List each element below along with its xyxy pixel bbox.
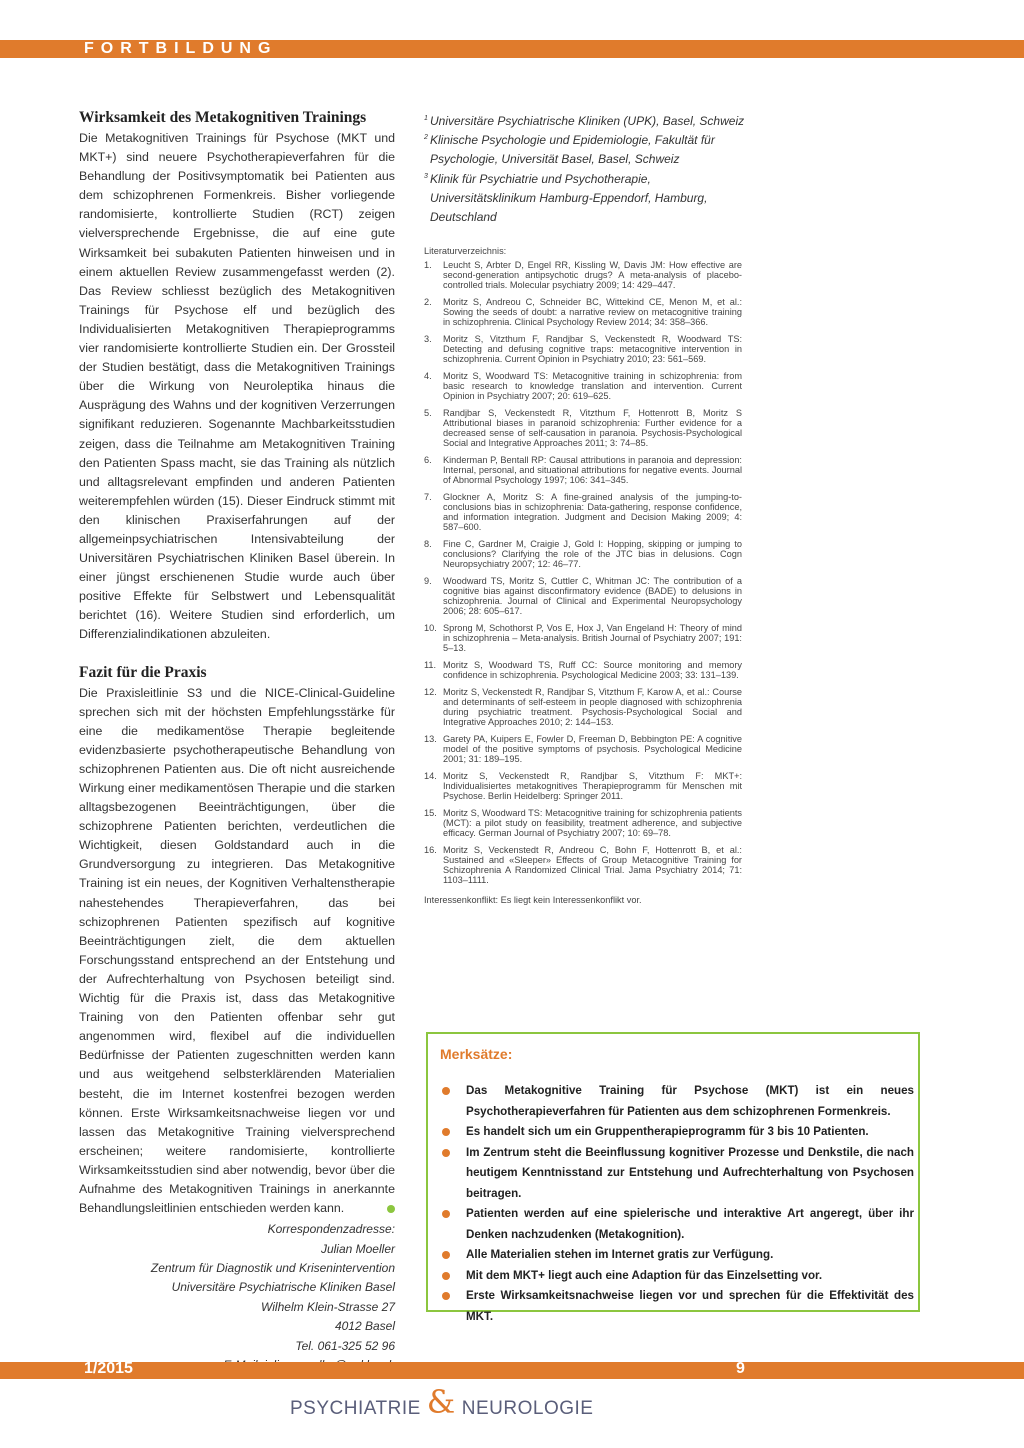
- corr-line: Julian Moeller: [320, 1241, 395, 1256]
- key-point: Patienten werden auf eine spielerische und interaktive Art angeregt, über ihr Denken nachzudenken (Metakognition).: [440, 1204, 914, 1245]
- reference-item: 10. Sprong M, Schothorst P, Vos E, Hox J, Van Engeland H: Theory of mind in schizophrenia – Meta-analysis. British Journal of Psychiatry 2007; 191: 5–13.: [424, 623, 742, 653]
- reference-item: 3. Moritz S, Vitzthum F, Randjbar S, Veckenstedt R, Woodward TS: Detecting and defusing cognitive traps: metacognitive intervention in schizophrenia. Current Opinion in Psychiatry 2010; 23: 561–569.: [424, 334, 742, 364]
- bullet-icon: [442, 1210, 450, 1218]
- reference-item: 14. Moritz S, Veckenstedt R, Randjbar S, Vitzthum F: MKT+: Individualisiertes metakognitives Therapieprogramm für Menschen mit Psychose. Berlin Heidelberg: Springer 2011.: [424, 771, 742, 801]
- section-title: FORTBILDUNG: [84, 40, 278, 57]
- reference-item: 5. Randjbar S, Veckenstedt R, Vitzthum F, Hottenrott B, Moritz S Attributional biases in paranoid schizophrenia: Further evidence for a decreased sense of self-causation in paranoia. Psychosis-Psychological Social and Integrative Approaches 2011; 3: 74–85.: [424, 408, 742, 448]
- bullet-icon: [442, 1128, 450, 1136]
- corr-line: Wilhelm Klein-Strasse 27: [261, 1299, 395, 1314]
- corr-line: Tel. 061-325 52 96: [295, 1338, 395, 1353]
- bullet-icon: [442, 1251, 450, 1259]
- footer-bar: [0, 1362, 1024, 1379]
- corr-line: 4012 Basel: [334, 1319, 395, 1334]
- logo-ampersand: &: [426, 1383, 456, 1421]
- reference-item: 1. Leucht S, Arbter D, Engel RR, Kissling W, Davis JM: How effective are second-generation antipsychotic drugs? A meta-analysis of placebo-controlled trials. Molecular psychiatry 2009; 14: 429–447.: [424, 260, 742, 290]
- key-point: Erste Wirksamkeitsnachweise liegen vor und sprechen für die Effektivität des MKT.: [440, 1286, 914, 1327]
- references-heading: Literaturverzeichnis:: [424, 246, 507, 256]
- key-point: Mit dem MKT+ liegt auch eine Adaption für das Einzelsetting vor.: [440, 1266, 914, 1287]
- reference-item: 12. Moritz S, Veckenstedt R, Randjbar S, Vitzthum F, Karow A, et al.: Course and determinants of self-esteem in people diagnosed with schizophrenia during psychiatric treatment. Psychosis-Psychological Social and Integrative Approaches 2010; 2: 144–153.: [424, 687, 742, 727]
- reference-item: 6. Kinderman P, Bentall RP: Causal attributions in paranoia and depression: Internal, personal, and situational attributions for negative events. Journal of Abnormal Psychology 1997; 106: 341–345.: [424, 455, 742, 485]
- key-points-list: [440, 1081, 914, 1327]
- bullet-icon: [442, 1292, 450, 1300]
- page-number: 9: [736, 1360, 745, 1377]
- bullet-icon: [442, 1272, 450, 1280]
- key-point: Alle Materialien stehen im Internet gratis zur Verfügung.: [440, 1245, 914, 1266]
- affiliation: 1 Universitäre Psychiatrische Kliniken (UPK), Basel, Schweiz: [424, 114, 745, 128]
- heading-wirksamkeit: Wirksamkeit des Metakognitiven Trainings: [79, 109, 367, 126]
- affiliations: [424, 112, 754, 227]
- affiliation: 3 Klinik für Psychiatrie und Psychotherapie, Universitätsklinikum Hamburg-Eppendorf, Hamburg, Deutschland: [424, 171, 708, 225]
- heading-fazit: Fazit für die Praxis: [79, 663, 207, 681]
- paragraph-fazit: Die Praxisleitlinie S3 und die NICE-Clinical-Guideline sprechen sich mit der höchsten Empfehlungsstärke für eine die medikamentöse Therapie begleitende evidenzbasierte psychotherapeutische Behandlung von schizophrenen Patienten aus. Die oft nicht ausreichende Wirkung einer medikamentösen Therapie und die starken alltagsbezogenen Beeinträchtigungen, über die schizophrene Patienten berichten, verdeutlichen die Wichtigkeit, diesen Goldstandard auch in die Grundversorgung zu integrieren. Das Metakognitive Training ist ein neues, der Kognitiven Verhaltenstherapie nahestehendes Therapieverfahren, das bei schizophrenen Patienten spezifisch auf kognitive Beeinträchtigungen zielt, die dem aktuellen Forschungsstand entsprechend an der Entstehung und der Aufrechterhaltung von Psychosen beteiligt sind. Wichtig für die Praxis ist, dass das Metakognitive Training von den Patienten offenbar sehr gut angenommen wird, flexibel auf die individuellen Bedürfnisse der Patienten zugeschnitten werden kann und aus weitgehend selbsterklärenden Materialien besteht, die im Internet kostenfrei bezogen werden können. Erste Wirksamkeitsnachweise liegen vor und lassen das Metakognitive Training vielversprechend erscheinen; weitere randomisierte, kontrollierte Wirksamkeitsstudien sind aber notwendig, bevor über die Aufnahme des Metakognitiven Trainings in anerkannte Behandlungsleitlinien entschieden werden kann.: [79, 685, 395, 1216]
- issue-number: 1/2015: [84, 1360, 133, 1377]
- corr-line: Korrespondenzadresse:: [267, 1222, 395, 1237]
- end-mark-icon: [387, 1205, 395, 1213]
- reference-item: 4. Moritz S, Woodward TS: Metacognitive training in schizophrenia: from basic research to knowledge translation and intervention. Current Opinion in Psychiatry 2007; 20: 619–625.: [424, 371, 742, 401]
- reference-list: [424, 260, 742, 885]
- key-point: Es handelt sich um ein Gruppentherapieprogramm für 3 bis 10 Patienten.: [440, 1122, 914, 1143]
- conflict-statement: Interessenkonflikt: Es liegt kein Interessenkonflikt vor.: [424, 895, 642, 905]
- paragraph-wirksamkeit: Die Metakognitiven Trainings für Psychose (MKT und MKT+) sind neuere Psychotherapieverfahren für die Behandlung der Positivsymptomatik bei Patienten aus dem schizophrenen Formenkreis. Bisher vorliegende randomisierte, kontrollierte Studien (RCT) zeigen vielversprechende Ergebnisse, die auf eine gute Wirksamkeit bei subakuten Patienten hinweisen und in einem aktuellen Review zusammengefasst werden (2). Das Review schliesst bezüglich des Metakognitiven Trainings für Psychose elf und bezüglich des Individualisierten Metakognitiven Therapieprogramms vier randomisierte kontrollierte Studien ein. Der Grossteil der Studien bestätigt, dass die Metakognitiven Trainings über die Wirkung von Neuroleptika hinaus die Ausprägung des Wahns und der kognitiven Verzerrungen signifikant reduzieren. Sogenannte Machbarkeitsstudien zeigen, dass die Teilnahme am Metakognitiven Training den Patienten Spass macht, sie das Training als nützlich und alltagsrelevant empfinden und anderen Patienten weiterempfehlen würden (15). Dieser Eindruck stimmt mit den klinischen Praxiserfahrungen auf der allgemeinpsychiatrischen Intensivabteilung der Universitären Psychiatrischen Kliniken Basel überein. In einer jüngst erschienenen Studie wurde auch über positive Effekte für Selbstwert und Lebensqualität berichtet (16). Weitere Studien sind erforderlich, um Differenzialindikationen abzuleiten.: [79, 131, 395, 642]
- journal-logo: [290, 1384, 593, 1420]
- logo-text-right: NEUROLOGIE: [461, 1398, 594, 1419]
- reference-item: 8. Fine C, Gardner M, Craigie J, Gold I: Hopping, skipping or jumping to conclusions? Clarifying the role of the JTC bias in delusions. Cogn Neuropsychiatry 2007; 12: 46–77.: [424, 539, 742, 569]
- corr-line: Zentrum für Diagnostik und Krisenintervention: [150, 1260, 395, 1275]
- affiliation: 2 Klinische Psychologie und Epidemiologie, Fakultät für Psychologie, Universität Basel, Basel, Schweiz: [424, 133, 715, 167]
- bullet-icon: [442, 1087, 450, 1095]
- corr-line: Universitäre Psychiatrische Kliniken Basel: [171, 1280, 395, 1295]
- reference-item: 11. Moritz S, Woodward TS, Ruff CC: Source monitoring and memory confidence in schizophrenia. Psychological Medicine 2003; 33: 131–139.: [424, 660, 742, 680]
- reference-item: 9. Woodward TS, Moritz S, Cuttler C, Whitman JC: The contribution of a cognitive bias against disconfirmatory evidence (BADE) to delusions in schizophrenia. Journal of Clinical and Experimental Neuropsychology 2006; 28: 605–617.: [424, 576, 742, 616]
- reference-item: 7. Glockner A, Moritz S: A fine-grained analysis of the jumping-to-conclusions bias in schizophrenia: Data-gathering, response confidence, and information integration. Judgment and Decision Making 2009; 4: 587–600.: [424, 492, 742, 532]
- key-points-box: [426, 1032, 920, 1323]
- main-column: [79, 108, 395, 1375]
- key-points-title: Merksätze:: [440, 1046, 513, 1062]
- header-bar: [0, 40, 1024, 58]
- key-point: Das Metakognitive Training für Psychose (MKT) ist ein neues Psychotherapieverfahren für Patienten aus dem schizophrenen Formenkreis.: [440, 1081, 914, 1122]
- logo-text-left: PSYCHIATRIE: [290, 1398, 421, 1419]
- correspondence-address: [79, 1220, 395, 1375]
- key-point: Im Zentrum steht die Beeinflussung kognitiver Prozesse und Denkstile, die nach heutigem Kenntnisstand zur Entstehung und Aufrechterhaltung von Psychosen beitragen.: [440, 1143, 914, 1205]
- reference-item: 16. Moritz S, Veckenstedt R, Andreou C, Bohn F, Hottenrott B, et al.: Sustained and «Sleeper» Effects of Group Metacognitive Training for Schizophrenia A Randomized Clinical Trial. Jama Psychiatry 2014; 71: 1103–1111.: [424, 845, 742, 885]
- reference-item: 2. Moritz S, Andreou C, Schneider BC, Wittekind CE, Menon M, et al.: Sowing the seeds of doubt: a narrative review on metacognitive training in schizophrenia. Clinical Psychology Review 2014; 34: 358–366.: [424, 297, 742, 327]
- reference-item: 13. Garety PA, Kuipers E, Fowler D, Freeman D, Bebbington PE: A cognitive model of the positive symptoms of psychosis. Psychological Medicine 2001; 31: 189–195.: [424, 734, 742, 764]
- reference-item: 15. Moritz S, Woodward TS: Metacognitive training for schizophrenia patients (MCT): a pilot study on feasibility, treatment adherence, and subjective efficacy. German Journal of Psychiatry 2007; 10: 69–78.: [424, 808, 742, 838]
- bullet-icon: [442, 1149, 450, 1157]
- references: [424, 246, 742, 905]
